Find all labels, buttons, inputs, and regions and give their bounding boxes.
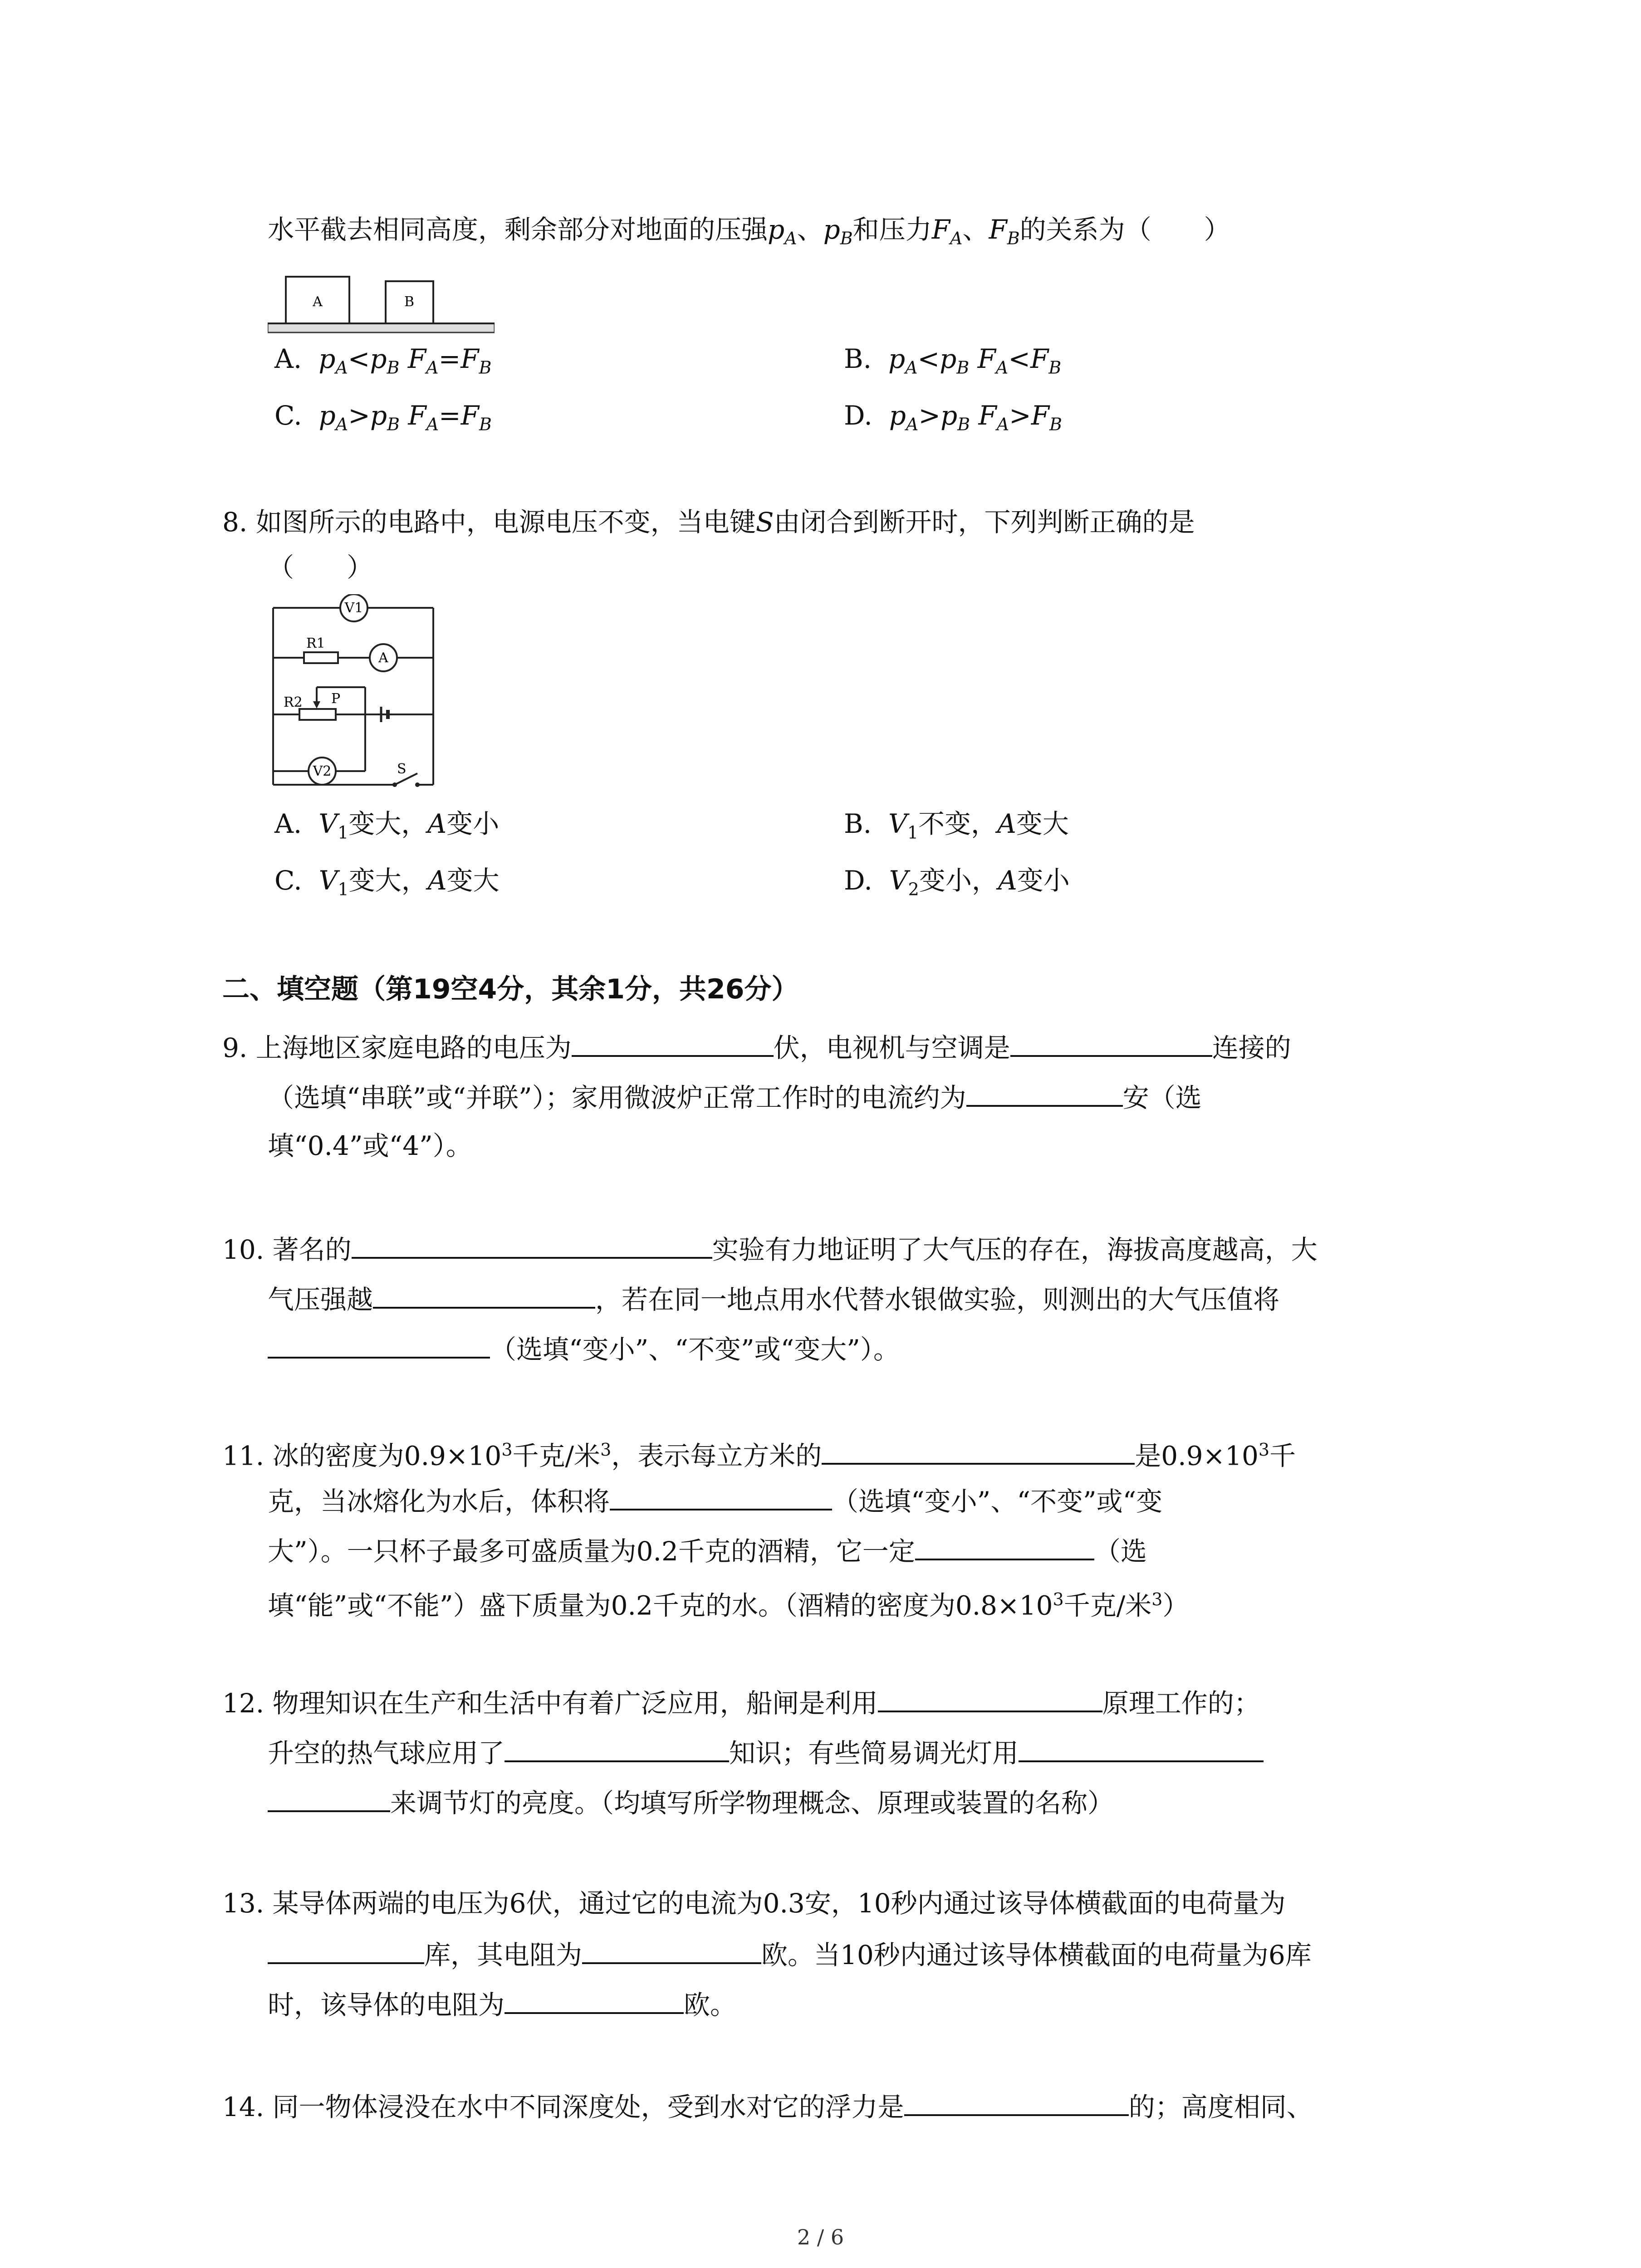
q13-line1: 13. 某导体两端的电压为6伏，通过它的电流为0.3安，10秒内通过该导体横截面的电荷量为 [222, 1888, 1286, 1919]
q13-line3 [268, 1987, 736, 2021]
q7-option-a-letter: A. [274, 343, 302, 374]
q8-option-b-ammeter: A [997, 808, 1016, 839]
q7-option-b-rel1: < [917, 343, 940, 374]
q8-stem-line2: （ ） [268, 552, 373, 583]
q8-stem-line1 [222, 506, 1195, 538]
q8-option-a-t2: 变小 [446, 808, 500, 839]
q10-l2b: ，若在同一地点用水代替水银做实验，则测出的大气压值将 [595, 1284, 1280, 1315]
q13-line2 [268, 1937, 1312, 1971]
q8-option-b-meter: V [888, 808, 907, 839]
q10-l1a: 10. 著名的 [222, 1234, 352, 1265]
q7-option-c-rel2: = [439, 400, 461, 431]
q10-blank-change[interactable] [268, 1331, 490, 1359]
q7-option-b-s2: B [956, 357, 970, 378]
q9-blank-current[interactable] [966, 1080, 1123, 1107]
q8-label-s: S [397, 761, 407, 777]
q10-blank-pressure[interactable] [373, 1281, 595, 1309]
q7-option-b-p1: p [888, 343, 906, 374]
q7-option-d-f2: F [1031, 400, 1050, 431]
q8-circuit-figure [268, 594, 440, 798]
q8-label-v2: V2 [313, 763, 332, 779]
q7-option-a-f1: F [407, 343, 426, 374]
section-heading-fill-in: 二、填空题（第19空4分，其余1分，共26分） [222, 973, 799, 1005]
q7-option-c-f2: F [460, 400, 479, 431]
q7-tail: 的关系为（ ） [1019, 214, 1230, 245]
q10-l2a: 气压强越 [268, 1284, 373, 1315]
q7-pa-sub: A [784, 228, 797, 249]
q11-l4c: ） [1162, 1590, 1189, 1621]
q8-option-c-t2: 变大 [446, 865, 500, 896]
q8-resistor-r1 [304, 652, 338, 663]
q7-option-d-f1: F [978, 400, 997, 431]
q8-option-a-sub: 1 [338, 822, 349, 843]
q13-blank-resistance[interactable] [582, 1937, 761, 1964]
q8-option-a-meter: V [318, 808, 338, 839]
q13-l2b: 欧。当10秒内通过该导体横截面的电荷量为6库 [761, 1940, 1312, 1970]
q8-label-a: A [378, 650, 388, 666]
q11-blank-meaning[interactable] [822, 1437, 1135, 1465]
q8-option-c-letter: C. [274, 865, 302, 896]
q7-option-c-f1: F [408, 400, 426, 431]
q12-line2 [268, 1735, 1264, 1769]
q11-l1c: ，表示每立方米的 [611, 1440, 822, 1471]
q7-option-d-s1: A [906, 414, 919, 435]
q7-option-c-letter: C. [274, 400, 302, 431]
q7-stem [268, 213, 1230, 255]
q7-option-d-p2: p [940, 400, 958, 431]
q7-option-d-p1: p [889, 400, 906, 431]
q11-l2b: （选填“变小”、“不变”或“变 [832, 1486, 1163, 1517]
q12-blank-device-part2[interactable] [268, 1785, 390, 1812]
q7-ground [268, 323, 495, 332]
q7-option-c-s1: A [335, 414, 348, 435]
q8-option-b-letter: B. [844, 808, 872, 839]
q13-blank-resistance2[interactable] [505, 1987, 684, 2014]
q11-blank-volume[interactable] [610, 1483, 832, 1510]
q11-l1e: 千 [1269, 1440, 1296, 1471]
q7-option-d[interactable] [844, 399, 1062, 441]
q7-option-a-f2: F [460, 343, 479, 374]
q12-line1 [222, 1685, 1260, 1720]
q14-l1b: 的；高度相同、 [1128, 2092, 1313, 2122]
q12-l1b: 原理工作的； [1102, 1688, 1260, 1719]
q7-option-c-p1: p [318, 400, 336, 431]
q7-option-d-rel2: > [1009, 400, 1031, 431]
q7-option-a-p1: p [318, 343, 336, 374]
q10-blank-experiment[interactable] [352, 1232, 712, 1259]
q11-line2 [268, 1483, 1162, 1518]
q8-option-b-t1: 不变， [918, 808, 998, 839]
q11-l3b: （选 [1094, 1536, 1147, 1567]
q11-l1a: 11. 冰的密度为0.9×10 [222, 1440, 502, 1471]
q11-l1-sup: 3 [501, 1440, 513, 1460]
q8-label-v1: V1 [344, 600, 363, 616]
q9-l2a: （选填“串联”或“并联”）；家用微波炉正常工作时的电流约为 [268, 1082, 966, 1113]
q9-blank-voltage[interactable] [572, 1030, 774, 1057]
q11-line3 [268, 1533, 1147, 1568]
q7-option-b-letter: B. [844, 343, 872, 374]
q7-option-d-sf1: A [996, 414, 1009, 435]
q13-blank-charge[interactable] [268, 1937, 424, 1964]
q8-option-c-t1: 变大， [348, 865, 428, 896]
q14-blank-buoyancy[interactable] [904, 2089, 1129, 2116]
q13-l2a: 库，其电阻为 [424, 1940, 583, 1970]
q8-rheostat-r2 [299, 709, 336, 720]
q11-l1-sup2: 3 [600, 1440, 612, 1460]
q7-pa: p [768, 214, 785, 245]
q7-option-c[interactable] [274, 399, 492, 441]
q7-option-a-sf2: B [479, 357, 492, 378]
q14-l1a: 14. 同一物体浸没在水中不同深度处，受到水对它的浮力是 [222, 2092, 904, 2122]
q7-fb: F [989, 214, 1007, 245]
q8-stem-post: 由闭合到断开时，下列判断正确的是 [774, 507, 1195, 538]
q13-l3a: 时，该导体的电阻为 [268, 1989, 505, 2020]
q10-l3: （选填“变小”、“不变”或“变大”）。 [490, 1334, 900, 1365]
q7-block-b-label: B [404, 294, 415, 310]
q10-line3 [268, 1331, 900, 1366]
q7-option-a-s1: A [335, 357, 348, 378]
q7-option-a-sf1: A [426, 357, 439, 378]
q12-blank-device-part1[interactable] [1019, 1735, 1264, 1762]
q8-option-d-sub: 2 [908, 879, 919, 899]
q7-option-c-s2: B [387, 414, 400, 435]
q10-l1b: 实验有力地证明了大气压的存在，海拔高度越高，大 [712, 1234, 1318, 1265]
q12-blank-knowledge[interactable] [505, 1735, 729, 1762]
q11-l3a: 大”）。一只杯子最多可盛质量为0.2千克的酒精，它一定 [268, 1536, 915, 1567]
q10-line1 [222, 1232, 1318, 1266]
q11-l4b: 千克/米 [1063, 1590, 1152, 1621]
q7-option-b[interactable] [844, 342, 1061, 384]
q7-fa: F [931, 214, 950, 245]
q9-l1a: 9. 上海地区家庭电路的电压为 [222, 1032, 572, 1063]
q7-option-c-sf2: B [479, 414, 492, 435]
q8-option-c-sub: 1 [338, 879, 349, 899]
q13-l3b: 欧。 [684, 1989, 737, 2020]
q7-pb: p [823, 214, 840, 245]
q8-option-d[interactable] [844, 864, 1070, 906]
q7-option-a[interactable] [274, 342, 491, 384]
q8-option-a-letter: A. [274, 808, 302, 839]
q7-option-a-p2: p [370, 343, 387, 374]
q12-l2a: 升空的热气球应用了 [268, 1738, 505, 1769]
q8-option-c-ammeter: A [427, 865, 447, 896]
q12-l1a: 12. 物理知识在生产和生活中有着广泛应用，船闸是利用 [222, 1688, 878, 1719]
q7-stem-text: 水平截去相同高度，剩余部分对地面的压强 [268, 214, 768, 245]
q11-l4a: 填“能”或“不能”）盛下质量为0.2千克的水。（酒精的密度为0.8×10 [268, 1590, 1053, 1621]
q7-option-b-f1: F [977, 343, 996, 374]
q8-label-p: P [331, 691, 341, 707]
q7-sep1: 、 [797, 214, 823, 245]
q8-label-r2: R2 [284, 694, 303, 710]
q11-l1b: 千克/米 [512, 1440, 601, 1471]
q8-option-d-letter: D. [844, 865, 872, 896]
q12-line3 [268, 1785, 1114, 1819]
q8-option-d-t2: 变小 [1017, 865, 1070, 896]
q7-option-a-s2: B [387, 357, 400, 378]
q10-line2 [268, 1281, 1279, 1316]
q9-blank-connection[interactable] [1010, 1030, 1212, 1057]
q9-l1b: 伏，电视机与空调是 [773, 1032, 1010, 1063]
q7-option-c-p2: p [370, 400, 387, 431]
q8-stem-pre: 8. 如图所示的电路中，电源电压不变，当电键 [222, 507, 756, 538]
q9-line3: 填“0.4”或“4”）。 [268, 1130, 472, 1161]
q7-option-d-sf2: B [1049, 414, 1062, 435]
q8-option-c[interactable] [274, 864, 500, 906]
q8-label-r1: R1 [306, 635, 325, 651]
q7-option-a-rel2: = [438, 343, 461, 374]
q8-switch-symbol: S [755, 507, 774, 538]
q9-l1c: 连接的 [1212, 1032, 1291, 1063]
page-number: 2 / 6 [797, 2225, 844, 2249]
q7-option-b-p2: p [940, 343, 957, 374]
q7-option-d-s2: B [957, 414, 970, 435]
q7-option-b-f2: F [1030, 343, 1049, 374]
q8-option-d-t1: 变小， [919, 865, 998, 896]
q9-line2 [268, 1080, 1202, 1114]
q7-option-b-sf2: B [1048, 357, 1062, 378]
q12-l3: 来调节灯的亮度。（均填写所学物理概念、原理或装置的名称） [390, 1788, 1114, 1818]
q11-l4-sup: 3 [1053, 1589, 1064, 1609]
q11-line1 [222, 1433, 1296, 1472]
q7-option-a-rel1: < [348, 343, 370, 374]
q7-option-c-rel1: > [348, 400, 370, 431]
q14-line1 [222, 2089, 1313, 2123]
q8-option-d-ammeter: A [998, 865, 1017, 896]
q7-option-b-sf1: A [995, 357, 1009, 378]
q12-blank-principle[interactable] [878, 1685, 1102, 1712]
q7-fa-sub: A [950, 228, 963, 249]
q8-option-a-t1: 变大， [348, 808, 428, 839]
q8-option-a-ammeter: A [427, 808, 447, 839]
q7-pb-sub: B [840, 228, 853, 249]
q11-blank-can[interactable] [915, 1533, 1094, 1560]
q7-option-b-s1: A [905, 357, 918, 378]
q7-block-a-label: A [313, 294, 323, 310]
q8-option-b-sub: 1 [907, 822, 919, 843]
q8-slider-arrow [313, 701, 320, 709]
q8-option-b-t2: 变大 [1016, 808, 1069, 839]
q7-option-d-letter: D. [844, 400, 872, 431]
q12-l2b: 知识；有些简易调光灯用 [729, 1738, 1019, 1769]
q8-option-b[interactable] [844, 807, 1069, 849]
q7-sep3: 、 [962, 214, 989, 245]
q7-fb-sub: B [1007, 228, 1020, 249]
q7-option-d-rel1: > [918, 400, 941, 431]
q11-line4 [268, 1583, 1189, 1622]
q8-option-c-meter: V [318, 865, 338, 896]
q9-l2b: 安（选 [1122, 1082, 1202, 1113]
q8-option-a[interactable] [274, 807, 499, 849]
q7-option-c-sf1: A [426, 414, 439, 435]
q7-sep2: 和压力 [852, 214, 932, 245]
q7-figure [268, 270, 495, 333]
q11-l1-sup3: 3 [1258, 1440, 1270, 1460]
q8-option-d-meter: V [889, 865, 908, 896]
q7-option-b-rel2: < [1008, 343, 1030, 374]
q11-l2a: 克，当冰熔化为水后，体积将 [268, 1486, 610, 1517]
q9-line1 [222, 1030, 1291, 1064]
q11-l4-sup2: 3 [1151, 1589, 1163, 1609]
q11-l1d: 是0.9×10 [1135, 1440, 1259, 1471]
